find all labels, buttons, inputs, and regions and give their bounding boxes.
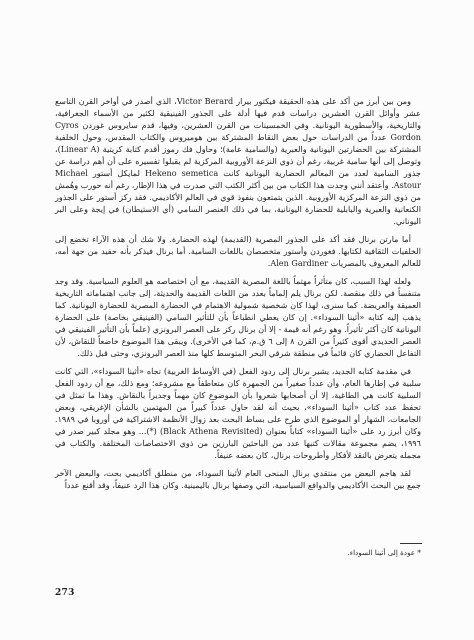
footnote: * عودة إلى أثينا السوداء. — [347, 548, 421, 557]
paragraph: ومن بين أبرز من أكد على هذه الحقيقة فيكتور بيرار Victor Berard، الذي أصدر في أواخر القرن التاسع عشر وأوائل القرن العشرين دراسات قدم فيها أدلة على الجذور الفينيقية لكثير من الأسماء الجغرافية، والتاريخية، والأسطورية اليونانية. وفي الخمسينات من القرن العشرين، وفيها، قدم سايروس غوردن Cyros Gordon عدداً من الدراسات حول بعض النقاط المشتركة بين هوميروس والكتاب المقدس، وحول الخلفية المشتركة بين الحضارتين اليونانية والعبرية (والسامية عامة)؛ وحاول فك رموز أقدم كتابة كريتية (Linear A)، وتوصل إلى أنها سامية غربية، رغم أن ذوي النزعة الأوروبية المركزية لم يقبلوا تفسيره على أن أهم دراسة عن جذور السامية لعدد من المعالم الحضارية اليونانية كانت Hekeno semetica لمايكل أستور Michael Astour. وأعتقد أنني وجدت هذا الكتاب من بين أكثر الكتب التي صدرت في هذا الإطار، رغم أنه حورب وهُمش من ذوي النزعة المركزية الأوروبية. الذين يتمتعون بنفوذ قوي في العالم الأكاديمي. فقد ركز أستور على الجذور الكنعانية والعبرية والبابلية للحضارة اليونانية، بما في ذلك العنصر السامي (أي الاستيطان) في إيجة وعلى البر اليوناني. — [55, 96, 422, 226]
paragraph: أما مارتن برنال فقد أكد على الجذور المصرية (القديمة) لهذه الحضارة. ولا شك أن هذه الآراء تخضع إلى الخلفيات الثقافية لكتابها. فغوردن وأستور متخصصان باللغات السامية. أما برنال فيذكر بأنه حفيد من جهة أمه، للعالم المعروف بالمصريات Alen Gardiner. — [55, 234, 421, 268]
body-text — [55, 95, 421, 497]
paragraph: في مقدمة كتابه الجديد، يشير برنال إلى ردود الفعل (في الأوساط الغربية) تجاه «أثينا السوداء»، التي كانت سلبية في إطارها العام، وأن عدداً صغيراً من الجمهرة كان متعاطفاً مع مشروعه؛ ومع ذلك، مع أن ردود الفعل السلبية كانت هي الطاغية، إلا أن أصحابها شعروا بأن الموضوع كان مهماً وجديراً بالنقاش. وهذا ما تمثل في تحفظ عدد كتاب «أثينا السوداء»، بحيث أنه لقد حاول عدداً كبيراً من المهتمين بالشأن الإغريقي، وبعض الجامعات، الشهار أو الموضوع الذي طرح على بساط البحث بعد زوال الأنظمة الاشتراكية في أوروبا في ١٩٨٩. وكان أبرز رد على «أثينا السوداء» كتاباً بعنوان (Black Athena Revisited) (*)... وهو مجلد كبير صدر في ١٩٩٦، يضم مجموعة مقالات كتبها عدد من الباحثين البارزين من ذوي الاختصاصات المختلفة. والكتاب في مجمله يتعرض بالنقد لأفكار وأطروحات برنال، كان بعضه عنيفاً. — [55, 366, 421, 460]
footnote-divider — [400, 543, 422, 544]
paragraph: لقد هاجم البعض من منتقدي برنال المنحى العام لأثينا السوداء، من منطلق أكاديمي بحت، والبعض الآخر جمع بين البحث الأكاديمي والدوافع السياسية، التي وصفها برنال باليمينية. وكان هذا الرد عنيفاً، وقد أقنع عدداً — [55, 468, 421, 490]
paragraph: ولعله لهذا السبب، كان متأثراً مهتماً باللغة المصرية القديمة، مع أن اختصاصه هو العلوم السياسية. وقد وجد متنفساً في ذلك منقصة. لكن برنال يلم إلماماً بعدد من اللغات القديمة والحديثة، إلى جانب اهتماماته التاريخية العميقة والعريضة. كما سنرى، لهذا كان شخصية شمولية الاهتمام في الحضارة المصرية للحضارة اليونانية. كما يذهب إليه كتابه «أثينا السوداء». إن كان يعطي انطباعاً بأن للتأثير السامي (الفينيقي بخاصة) على الحضارة اليونانية كان أكثر تأثيراً. وهو رغم أنه قيمة - إلا أن برنال ركز على العصر البرونزي (علماً بأن التأثير الفينيقي في العصر الحديدي أقوى كثيراً من القرن ٨ إلى ٦ ق.م، كما في الأخرى). ويبقى هذا الموضوع خاضعاً للنقاش، لأن التفاعل الحضاري كان قائماً في منطقة شرقي البحر المتوسط كلها منذ العصر البرونزي، وحتى قبل ذلك. — [55, 276, 421, 358]
page-number: 273 — [55, 588, 75, 598]
